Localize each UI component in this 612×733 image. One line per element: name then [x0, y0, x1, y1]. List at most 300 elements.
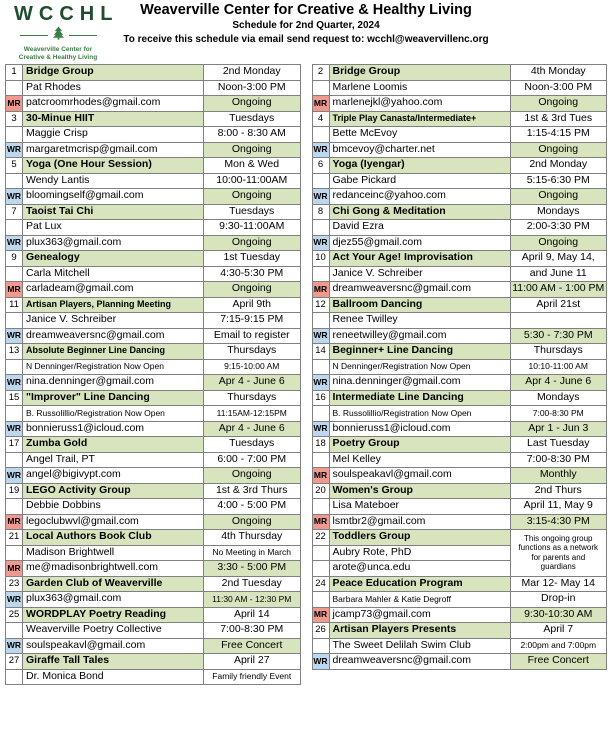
entry-gutter: [312, 80, 329, 96]
email-request-note: To receive this schedule via email send request to: wcchl@weavervillenc.org: [123, 34, 489, 45]
entry-gutter: [312, 266, 329, 282]
entry-detail-row: [312, 592, 607, 608]
entry-status: Apr 1 - Jun 3: [510, 421, 607, 437]
entry-title-row: [6, 344, 301, 360]
entry-email: carladeam@gmail.com: [23, 282, 204, 298]
tree-icon: [51, 26, 66, 45]
entry-number: 26: [312, 623, 329, 639]
entry-time: 7:15-9:15 PM: [204, 313, 301, 329]
entry-detail-row: [6, 545, 301, 561]
entry-title-row: [6, 437, 301, 453]
wr-badge: WR: [312, 654, 329, 670]
logo-divider-left: [20, 35, 48, 36]
entry-time: 11:15AM-12:15PM: [204, 406, 301, 422]
entry-time: 5:15-6:30 PM: [510, 173, 607, 189]
entry-contact-row: [312, 375, 607, 391]
entry-detail-row: [6, 80, 301, 96]
entry-time: 4:00 - 5:00 PM: [204, 499, 301, 515]
entry-person: Marlene Loomis: [329, 80, 510, 96]
entry-status: 9:30-10:30 AM: [510, 607, 607, 623]
entry-email: patcroomrhodes@gmail.com: [23, 96, 204, 112]
entry-email: dreamweaversnc@gmail.com: [329, 282, 510, 298]
page-subtitle: Schedule for 2nd Quarter, 2024: [232, 20, 380, 31]
entry-email: redanceinc@yahoo.com: [329, 189, 510, 205]
entry-status: Apr 4 - June 6: [204, 375, 301, 391]
page-title: Weaverville Center for Creative & Healthy Living: [140, 2, 472, 18]
entry-number: 15: [6, 390, 23, 406]
entry-contact-row: [6, 328, 301, 344]
entry-email: legoclubwvl@gmail.com: [23, 514, 204, 530]
mr-badge: MR: [312, 514, 329, 530]
entry-contact-row: [6, 235, 301, 251]
entry-detail-row: [6, 359, 301, 375]
entry-gutter: [6, 499, 23, 515]
entry-email: marlenejkl@yahoo.com: [329, 96, 510, 112]
logo-tree-row: [8, 26, 108, 45]
entry-time: and June 11: [510, 266, 607, 282]
entry-schedule: April 14: [204, 607, 301, 623]
entry-gutter: [6, 173, 23, 189]
entry-number: 17: [6, 437, 23, 453]
entry-number: 24: [312, 576, 329, 592]
schedule-table-right: [312, 64, 608, 670]
entry-detail-row: [6, 173, 301, 189]
entry-schedule: April 27: [204, 654, 301, 670]
logo-subtext: [8, 46, 108, 63]
entry-schedule: Mar 12- May 14: [510, 576, 607, 592]
entry-title: Giraffe Tall Tales: [23, 654, 204, 670]
entry-time: April 11, May 9: [510, 499, 607, 515]
entry-person: Carla Mitchell: [23, 266, 204, 282]
entry-detail-row: [312, 406, 607, 422]
entry-title-row: [312, 251, 607, 267]
entry-time: 4:30-5:30 PM: [204, 266, 301, 282]
entry-contact-row: [6, 189, 301, 205]
entry-schedule: Last Tuesday: [510, 437, 607, 453]
entry-gutter: [312, 406, 329, 422]
entry-title: Toddlers Group: [329, 530, 510, 546]
entry-person: B. Russolillio/Registration Now Open: [23, 406, 204, 422]
entry-schedule: Mondays: [510, 390, 607, 406]
entry-contact-row: [6, 142, 301, 158]
entry-gutter: [312, 638, 329, 654]
entry-detail-row: [312, 220, 607, 236]
entry-detail-row: [312, 638, 607, 654]
entry-person: Pat Rhodes: [23, 80, 204, 96]
entry-status: Free Concert: [204, 638, 301, 654]
entry-contact-row: [312, 96, 607, 112]
entry-schedule: Thursdays: [204, 390, 301, 406]
entry-time: 7:00-8:30 PM: [510, 452, 607, 468]
entry-title: Peace Education Program: [329, 576, 510, 592]
entry-schedule: 4th Thursday: [204, 530, 301, 546]
mr-badge: MR: [312, 282, 329, 298]
entry-status: 11:30 AM - 12:30 PM: [204, 592, 301, 608]
entry-gutter: [312, 313, 329, 329]
entry-contact-row: [6, 421, 301, 437]
entry-contact-row: [312, 142, 607, 158]
entry-title-row: [6, 158, 301, 174]
entry-number: 4: [312, 111, 329, 127]
entry-person: The Sweet Delilah Swim Club: [329, 638, 510, 654]
entry-schedule: 2nd Tuesday: [204, 576, 301, 592]
entry-person: Bette McEvoy: [329, 127, 510, 143]
entry-gutter: [312, 592, 329, 608]
entry-title: WORDPLAY Poetry Reading: [23, 607, 204, 623]
entry-person: Mel Kelley: [329, 452, 510, 468]
entry-contact-row: [312, 607, 607, 623]
entry-email: dreamweaversnc@gmail.com: [23, 328, 204, 344]
entry-contact-row: [312, 282, 607, 298]
entry-gutter: [312, 220, 329, 236]
entry-gutter: [6, 127, 23, 143]
entry-number: 19: [6, 483, 23, 499]
entry-contact-row: [6, 561, 301, 577]
entry-status: Email to register: [204, 328, 301, 344]
wr-badge: WR: [312, 142, 329, 158]
entry-person: Barbara Mahler & Katie Degroff: [329, 592, 510, 608]
schedule-columns: [0, 64, 612, 685]
entry-title-row: [312, 111, 607, 127]
entry-number: 12: [312, 297, 329, 313]
entry-title-row: [312, 437, 607, 453]
entry-title-row: [312, 344, 607, 360]
entry-title-row: [6, 654, 301, 670]
entry-email: arote@unca.edu: [329, 561, 510, 577]
entry-title: Zumba Gold: [23, 437, 204, 453]
entry-person: Weaverville Poetry Collective: [23, 623, 204, 639]
entry-title-row: [312, 483, 607, 499]
entry-title: Ballroom Dancing: [329, 297, 510, 313]
entry-detail-row: [312, 266, 607, 282]
entry-title: Local Authors Book Club: [23, 530, 204, 546]
entry-gutter: [6, 266, 23, 282]
entry-status: Free Concert: [510, 654, 607, 670]
entry-status: Apr 4 - June 6: [510, 375, 607, 391]
entry-schedule: April 9th: [204, 297, 301, 313]
entry-detail-row: [312, 313, 607, 329]
entry-number: 27: [6, 654, 23, 670]
entry-title: 30-Minue HIIT: [23, 111, 204, 127]
entry-schedule: 1st Tuesday: [204, 251, 301, 267]
entry-schedule: Mon & Wed: [204, 158, 301, 174]
entry-status: 5:30 - 7:30 PM: [510, 328, 607, 344]
entry-gutter: [312, 499, 329, 515]
entry-gutter: [6, 623, 23, 639]
entry-detail-row: [6, 669, 301, 685]
entry-schedule: Tuesdays: [204, 204, 301, 220]
entry-gutter: [312, 561, 329, 577]
entry-email: me@madisonbrightwell.com: [23, 561, 204, 577]
header: [0, 0, 612, 62]
logo-acronym: WCCHL: [14, 3, 119, 25]
entry-status: 3:15-4:30 PM: [510, 514, 607, 530]
entry-email: plux363@gmail.com: [23, 592, 204, 608]
entry-status: Ongoing: [204, 142, 301, 158]
entry-title: Triple Play Canasta/Intermediate+: [329, 111, 510, 127]
wr-badge: WR: [312, 375, 329, 391]
entry-time: 1:15-4:15 PM: [510, 127, 607, 143]
entry-contact-row: [312, 189, 607, 205]
logo-divider-right: [69, 35, 97, 36]
entry-detail-row: [6, 406, 301, 422]
entry-person: Janice V. Schreiber: [329, 266, 510, 282]
wr-badge: WR: [6, 592, 23, 608]
entry-contact-row: [6, 96, 301, 112]
entry-number: 20: [312, 483, 329, 499]
mr-badge: MR: [6, 282, 23, 298]
entry-time: 10:00-11:00AM: [204, 173, 301, 189]
mr-badge: MR: [312, 468, 329, 484]
entry-number: 1: [6, 65, 23, 81]
entry-title-row: [6, 65, 301, 81]
entry-number: 22: [312, 530, 329, 546]
entry-title: Chi Gong & Meditation: [329, 204, 510, 220]
entry-detail-row: [6, 266, 301, 282]
entry-number: 16: [312, 390, 329, 406]
entry-time: Family friendly Event: [204, 669, 301, 685]
entry-title-row: [312, 576, 607, 592]
entry-time: 8:00 - 8:30 AM: [204, 127, 301, 143]
entry-schedule: Tuesdays: [204, 111, 301, 127]
entry-number: 23: [6, 576, 23, 592]
entry-title: Taoist Tai Chi: [23, 204, 204, 220]
entry-title-row: [6, 297, 301, 313]
entry-note: This ongoing group functions as a network for parents and guardians: [510, 530, 607, 577]
wr-badge: WR: [6, 328, 23, 344]
entry-time: 9:30-11:00AM: [204, 220, 301, 236]
entry-status: Ongoing: [204, 282, 301, 298]
wr-badge: WR: [312, 189, 329, 205]
entry-detail-row: [312, 359, 607, 375]
entry-detail-row: [6, 127, 301, 143]
entry-title-row: [312, 390, 607, 406]
entry-status: Ongoing: [204, 189, 301, 205]
entry-email: reneetwilley@gmail.com: [329, 328, 510, 344]
entry-time: 7:00-8:30 PM: [510, 406, 607, 422]
entry-status: 3:30 - 5:00 PM: [204, 561, 301, 577]
entry-person: Wendy Lantis: [23, 173, 204, 189]
entry-title: Absolute Beginner Line Dancing: [23, 344, 204, 360]
entry-title: Beginner+ Line Dancing: [329, 344, 510, 360]
entry-person: Aubry Rote, PhD: [329, 545, 510, 561]
entry-status: Ongoing: [204, 514, 301, 530]
entry-contact-row: [312, 514, 607, 530]
entry-contact-row: [312, 235, 607, 251]
entry-title-row: [312, 65, 607, 81]
entry-gutter: [312, 452, 329, 468]
entry-gutter: [6, 313, 23, 329]
entry-schedule: April 21st: [510, 297, 607, 313]
entry-number: 21: [6, 530, 23, 546]
entry-detail-row: [6, 313, 301, 329]
wr-badge: WR: [312, 235, 329, 251]
logo: [8, 3, 119, 63]
entry-title: Bridge Group: [23, 65, 204, 81]
entry-email: bmcevoy@charter.net: [329, 142, 510, 158]
entry-title: Intermediate Line Dancing: [329, 390, 510, 406]
entry-title: Poetry Group: [329, 437, 510, 453]
entry-email: soulspeakavl@gmail.com: [23, 638, 204, 654]
entry-person: B. Russolillio/Registration Now Open: [329, 406, 510, 422]
entry-status: Ongoing: [204, 468, 301, 484]
wr-badge: WR: [6, 142, 23, 158]
entry-email: djez55@gmail.com: [329, 235, 510, 251]
entry-time: 7:00-8:30 PM: [204, 623, 301, 639]
entry-schedule: 2nd Monday: [510, 158, 607, 174]
wr-badge: WR: [312, 421, 329, 437]
entry-schedule: Thursdays: [510, 344, 607, 360]
entry-status: Ongoing: [510, 235, 607, 251]
entry-status: Monthly: [510, 468, 607, 484]
entry-time: Drop-in: [510, 592, 607, 608]
entry-person: Renee Twilley: [329, 313, 510, 329]
entry-person: David Ezra: [329, 220, 510, 236]
mr-badge: MR: [6, 514, 23, 530]
entry-schedule: April 9, May 14,: [510, 251, 607, 267]
entry-title: Artisan Players Presents: [329, 623, 510, 639]
wr-badge: WR: [6, 375, 23, 391]
entry-title-row: [312, 158, 607, 174]
entry-number: 11: [6, 297, 23, 313]
entry-gutter: [312, 545, 329, 561]
entry-detail-row: [6, 220, 301, 236]
entry-number: 9: [6, 251, 23, 267]
entry-time: 2:00-3:30 PM: [510, 220, 607, 236]
entry-title: Yoga (Iyengar): [329, 158, 510, 174]
entry-contact-row: [312, 421, 607, 437]
entry-contact-row: [6, 514, 301, 530]
entry-contact-row: [312, 468, 607, 484]
entry-detail-row: [312, 173, 607, 189]
entry-gutter: [312, 173, 329, 189]
entry-title: "Improver" Line Dancing: [23, 390, 204, 406]
entry-gutter: [6, 545, 23, 561]
entry-title: Garden Club of Weaverville: [23, 576, 204, 592]
wr-badge: WR: [6, 638, 23, 654]
entry-person: Lisa Mateboer: [329, 499, 510, 515]
entry-time: Noon-3:00 PM: [510, 80, 607, 96]
entry-gutter: [312, 359, 329, 375]
wr-badge: WR: [312, 328, 329, 344]
mr-badge: MR: [312, 607, 329, 623]
entry-status: Ongoing: [510, 96, 607, 112]
entry-number: 14: [312, 344, 329, 360]
schedule-table-left: [5, 64, 301, 685]
entry-number: 13: [6, 344, 23, 360]
entry-status: Ongoing: [510, 189, 607, 205]
entry-title-row: [6, 390, 301, 406]
entry-email: nina.denninger@gmail.com: [23, 375, 204, 391]
entry-schedule: Mondays: [510, 204, 607, 220]
entry-status: 11:00 AM - 1:00 PM: [510, 282, 607, 298]
entry-schedule: Thursdays: [204, 344, 301, 360]
logo-subtext-line2: Creative & Healthy Living: [18, 54, 98, 62]
wr-badge: WR: [6, 468, 23, 484]
entry-number: 6: [312, 158, 329, 174]
entry-number: 8: [312, 204, 329, 220]
entry-detail-row: [312, 127, 607, 143]
entry-email: soulspeakavl@gmail.com: [329, 468, 510, 484]
entry-gutter: [6, 406, 23, 422]
entry-email: jcamp73@gmail.com: [329, 607, 510, 623]
entry-title: Artisan Players, Planning Meeting: [23, 297, 204, 313]
entry-title: Bridge Group: [329, 65, 510, 81]
entry-title: Genealogy: [23, 251, 204, 267]
entry-number: 5: [6, 158, 23, 174]
entry-status: Ongoing: [510, 142, 607, 158]
entry-title-row: [312, 623, 607, 639]
entry-detail-row: [312, 452, 607, 468]
entry-person: Pat Lux: [23, 220, 204, 236]
mr-badge: MR: [6, 561, 23, 577]
entry-contact-row: [6, 592, 301, 608]
entry-contact-row: [312, 328, 607, 344]
entry-schedule: 2nd Monday: [204, 65, 301, 81]
entry-time: 9:15-10:00 AM: [204, 359, 301, 375]
mr-badge: MR: [312, 96, 329, 112]
entry-email: margaretmcrisp@gmail.com: [23, 142, 204, 158]
entry-title: Women's Group: [329, 483, 510, 499]
entry-gutter: [6, 452, 23, 468]
entry-detail-row: [6, 623, 301, 639]
entry-contact-row: [6, 638, 301, 654]
entry-time: 10:10-11:00 AM: [510, 359, 607, 375]
entry-detail-row: [6, 452, 301, 468]
entry-number: 2: [312, 65, 329, 81]
entry-detail-row: [312, 80, 607, 96]
wr-badge: WR: [6, 189, 23, 205]
entry-title-row: [6, 111, 301, 127]
entry-detail-row: [6, 499, 301, 515]
entry-email: dreamweaversnc@gmail.com: [329, 654, 510, 670]
entry-detail-row: [312, 499, 607, 515]
entry-gutter: [6, 220, 23, 236]
entry-contact-row: [6, 375, 301, 391]
entry-schedule: 2nd Thurs: [510, 483, 607, 499]
entry-person: Debbie Dobbins: [23, 499, 204, 515]
wr-badge: WR: [6, 421, 23, 437]
entry-status: Ongoing: [204, 96, 301, 112]
mr-badge: MR: [6, 96, 23, 112]
entry-number: 25: [6, 607, 23, 623]
entry-schedule: Tuesdays: [204, 437, 301, 453]
entry-person: Angel Trail, PT: [23, 452, 204, 468]
entry-status: Ongoing: [204, 235, 301, 251]
entry-time: Noon-3:00 PM: [204, 80, 301, 96]
entry-email: bonnieruss1@icloud.com: [23, 421, 204, 437]
entry-title-row: [6, 204, 301, 220]
entry-time: 2:00pm and 7:00pm: [510, 638, 607, 654]
entry-number: 10: [312, 251, 329, 267]
entry-title-row: [6, 576, 301, 592]
entry-title-row: [312, 530, 607, 546]
entry-number: 18: [312, 437, 329, 453]
entry-time: 6:00 - 7:00 PM: [204, 452, 301, 468]
entry-title-row: [312, 204, 607, 220]
entry-title-row: [6, 483, 301, 499]
entry-title-row: [312, 297, 607, 313]
entry-title: Act Your Age! Improvisation: [329, 251, 510, 267]
entry-schedule: 1st & 3rd Thurs: [204, 483, 301, 499]
entry-person: Dr. Monica Bond: [23, 669, 204, 685]
entry-gutter: [6, 80, 23, 96]
logo-subtext-line1: Weaverville Center for: [23, 46, 93, 53]
entry-title: Yoga (One Hour Session): [23, 158, 204, 174]
entry-number: 3: [6, 111, 23, 127]
entry-email: plux363@gmail.com: [23, 235, 204, 251]
entry-person: Janice V. Schreiber: [23, 313, 204, 329]
